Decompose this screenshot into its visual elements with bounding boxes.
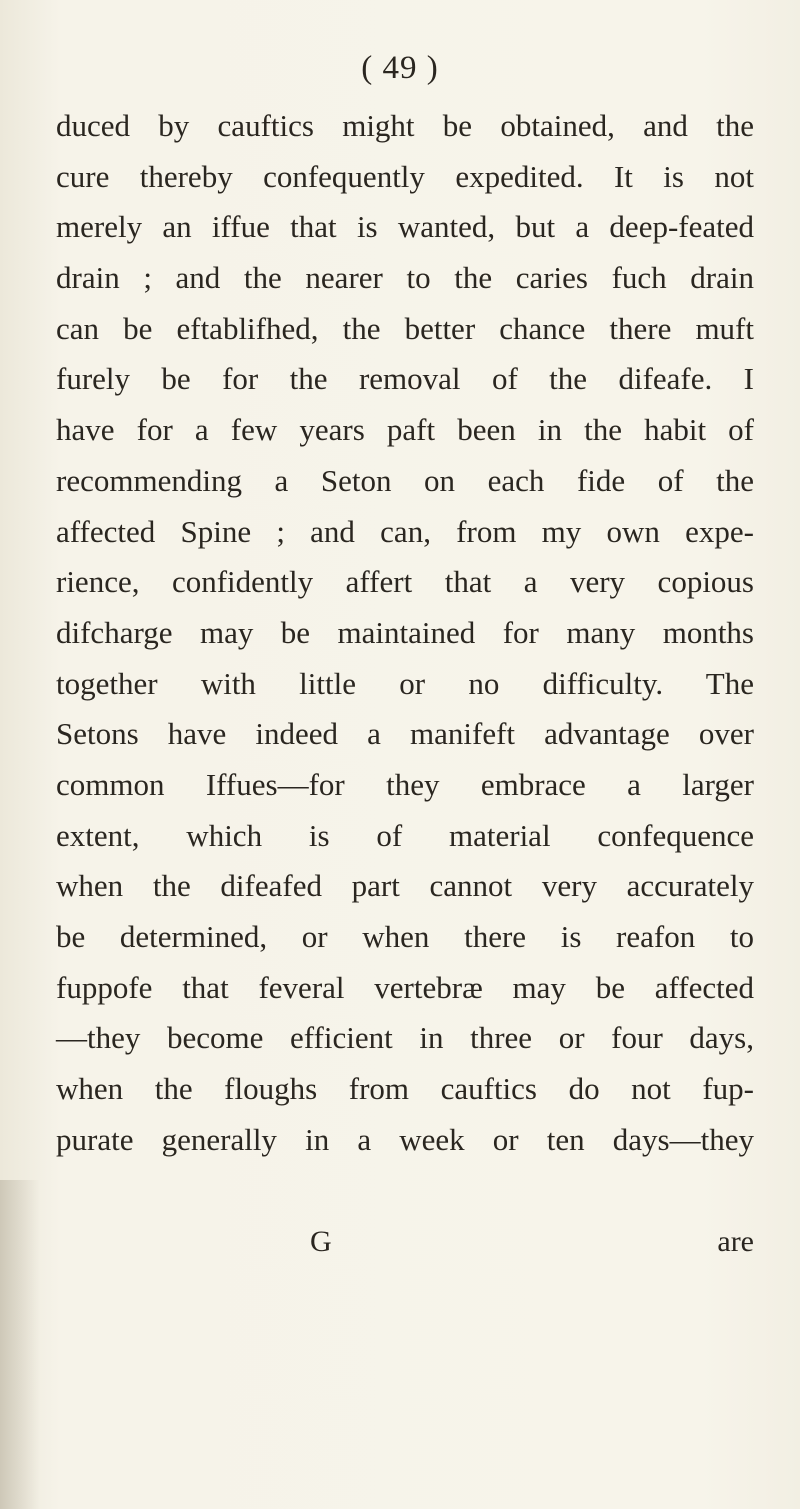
text-line: have for a few years paft been in the habit of <box>56 412 754 448</box>
text-line: —they become efficient in three or four days, <box>56 1020 754 1056</box>
text-line: extent, which is of material confequence <box>56 817 754 853</box>
text-line: together with little or no difficulty. The <box>56 665 754 701</box>
text-line: cure thereby confequently expedited. It is not <box>56 158 754 194</box>
text-line: affected Spine ; and can, from my own expe- <box>56 513 754 549</box>
page-edge-shadow <box>0 1180 40 1509</box>
text-line: recommending a Seton on each fide of the <box>56 462 754 498</box>
text-line: can be eftablifhed, the better chance there muft <box>56 310 754 346</box>
text-line: fuppofe that feveral vertebræ may be affected <box>56 969 754 1005</box>
text-line: common Iffues—for they embrace a larger <box>56 766 754 802</box>
text-line: be determined, or when there is reafon to <box>56 919 754 954</box>
text-line: difcharge may be maintained for many months <box>56 614 754 650</box>
text-line: merely an iffue that is wanted, but a deep-feated <box>56 209 754 245</box>
body-text <box>56 101 754 1165</box>
text-line: purate generally in a week or ten days—they <box>56 1121 754 1157</box>
page-footer <box>56 1222 754 1262</box>
text-line: drain ; and the nearer to the caries fuch drain <box>56 260 754 296</box>
text-line: rience, confidently affert that a very copious <box>56 564 754 600</box>
signature-mark: G <box>310 1225 332 1258</box>
text-line: Setons have indeed a manifeft advantage over <box>56 716 754 752</box>
text-line: duced by cauftics might be obtained, and the <box>56 108 754 143</box>
text-line: furely be for the removal of the difeafe. I <box>56 361 754 397</box>
text-line: when the floughs from cauftics do not fup- <box>56 1071 754 1107</box>
page-number-header: ( 49 ) <box>361 50 439 86</box>
catchword: are <box>717 1225 754 1258</box>
text-line: when the difeafed part cannot very accurately <box>56 868 754 904</box>
